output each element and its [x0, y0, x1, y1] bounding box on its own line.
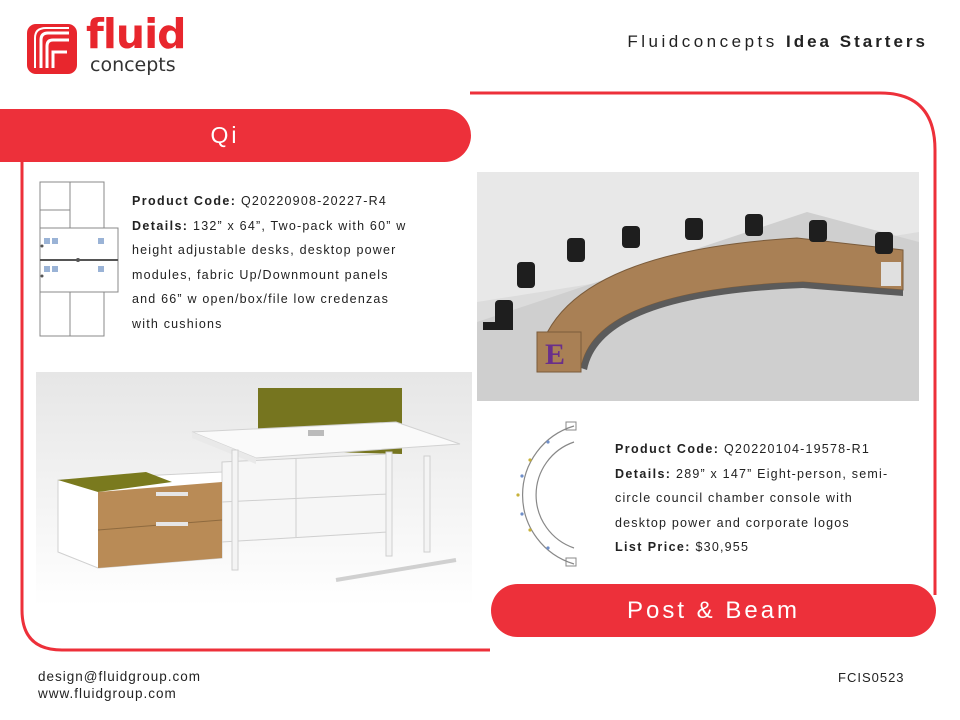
qi-details-line: with cushions — [132, 316, 223, 331]
qi-floor-plan-image — [38, 180, 120, 340]
brand-logo-icon — [27, 24, 77, 74]
header-title — [627, 32, 928, 52]
qi-details-line: height adjustable desks, desktop power — [132, 243, 397, 257]
pb-details-line: circle council chamber console with — [615, 491, 853, 505]
pb-list-price-label: List Price: — [615, 540, 691, 554]
pb-product-code: Q20220104-19578-R1 — [724, 442, 871, 456]
post-and-beam-title: Post & Beam — [626, 597, 801, 624]
logo-wordmark-fluid: fluid — [86, 10, 186, 58]
qi-description — [132, 189, 438, 336]
footer-website-link[interactable]: www.fluidgroup.com — [38, 686, 177, 701]
pb-details-line: 289” x 147” Eight-person, semi- — [676, 466, 889, 481]
pb-details-line: desktop power and corporate logos — [615, 515, 850, 530]
header-emphasis: Idea Starters — [786, 32, 928, 51]
qi-product-code: Q20220908-20227-R4 — [241, 194, 388, 208]
qi-workstation-image — [36, 372, 472, 606]
pb-product-code-label: Product Code: — [615, 442, 720, 456]
pb-list-price: $30,955 — [695, 540, 750, 554]
post-and-beam-description — [615, 437, 911, 560]
corporate-logo-letter: E — [545, 338, 566, 371]
qi-details-line: modules, fabric Up/Downmount panels — [132, 267, 389, 282]
footer-doc-code: FCIS0523 — [838, 670, 905, 685]
pb-details-label: Details: — [615, 466, 672, 481]
header-prefix: Fluidconcepts — [627, 32, 778, 51]
qi-details-label: Details: — [132, 218, 189, 233]
post-and-beam-console-image — [477, 172, 919, 401]
qi-title: Qi — [210, 122, 240, 148]
footer-email-link[interactable]: design@fluidgroup.com — [38, 669, 202, 684]
post-and-beam-floor-plan-image — [500, 420, 580, 570]
footer-contact — [38, 668, 201, 702]
qi-details-line: and 66” w open/box/file low credenzas — [132, 292, 390, 306]
qi-details-line: 132” x 64”, Two-pack with 60” w — [193, 218, 407, 233]
logo-wordmark-concepts: concepts — [90, 54, 176, 76]
qi-product-code-label: Product Code: — [132, 194, 237, 208]
